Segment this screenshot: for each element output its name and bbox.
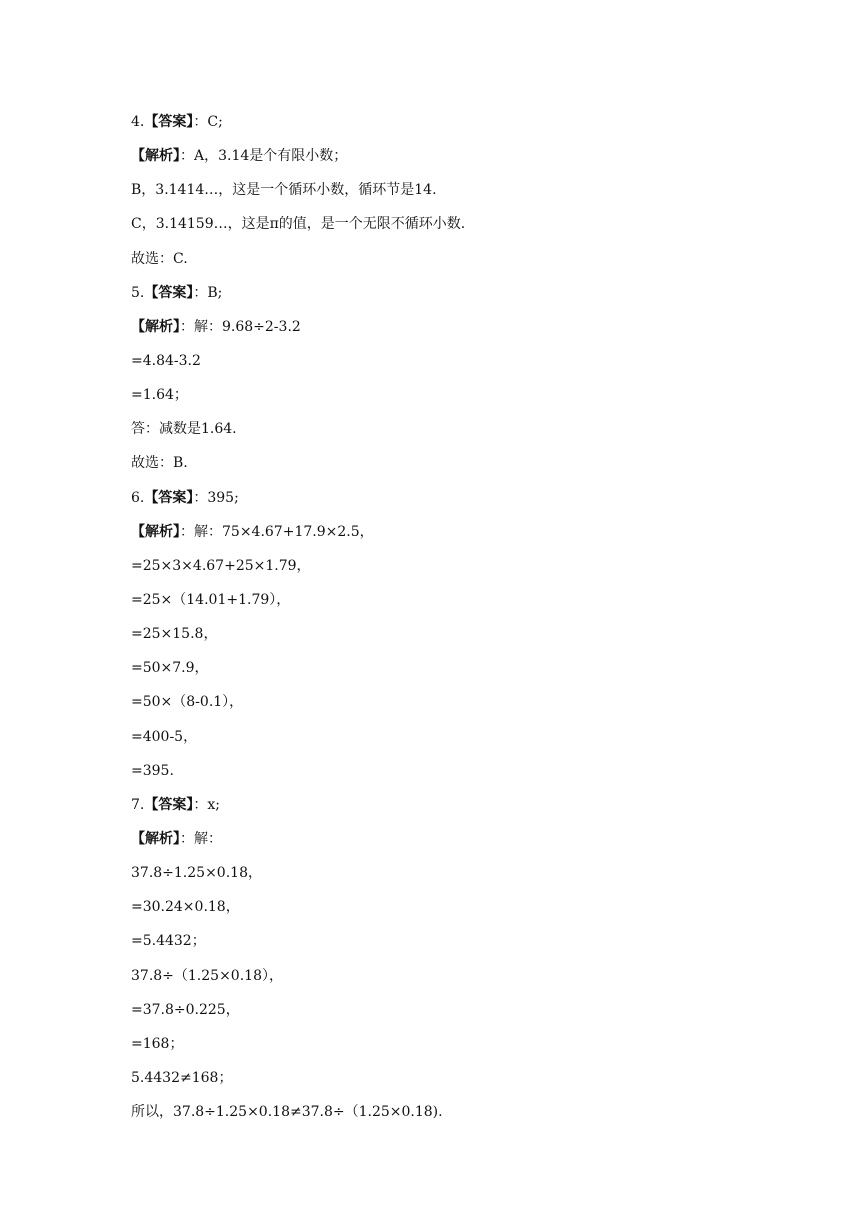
line-text: =25×3×4.67+25×1.79，	[131, 557, 311, 574]
text-line	[131, 588, 771, 622]
text-line	[131, 110, 771, 144]
bold-label: 【答案】	[144, 489, 194, 506]
line-text: ：解：75×4.67+17.9×2.5，	[180, 523, 374, 540]
text-line	[131, 383, 771, 417]
text-line	[131, 315, 771, 349]
line-text: =400-5，	[131, 728, 198, 745]
text-line	[131, 281, 771, 315]
line-text: =25×15.8，	[131, 626, 218, 643]
answer-explanations	[131, 110, 771, 1134]
line-text: =1.64；	[131, 387, 188, 404]
text-line	[131, 417, 771, 451]
text-line	[131, 827, 771, 861]
line-text: ：x;	[193, 796, 220, 813]
text-line	[131, 793, 771, 827]
line-text: =395.	[131, 762, 174, 779]
line-text: ：C;	[193, 114, 223, 130]
line-text: ：395;	[193, 489, 239, 506]
text-line	[131, 690, 771, 724]
line-text: =50×7.9，	[131, 660, 209, 677]
bold-label: 【答案】	[144, 114, 194, 130]
text-line	[131, 451, 771, 485]
line-text: ：解：9.68÷2-3.2	[180, 318, 301, 335]
line-text: 4.	[131, 114, 145, 130]
text-line	[131, 1066, 771, 1100]
text-line	[131, 178, 771, 212]
text-line	[131, 998, 771, 1032]
line-text: 5.	[131, 284, 145, 301]
line-text: 故选：C.	[131, 250, 188, 267]
line-text: ：解：	[180, 830, 222, 847]
text-line	[131, 144, 771, 178]
text-line	[131, 554, 771, 588]
bold-label: 【答案】	[144, 796, 194, 813]
text-line	[131, 247, 771, 281]
bold-label: 【答案】	[144, 284, 194, 301]
line-text: 答：减数是1.64.	[131, 421, 237, 438]
line-text: 7.	[131, 796, 145, 813]
line-text: 37.8÷1.25×0.18，	[131, 865, 262, 882]
line-text: ：A，3.14是个有限小数；	[180, 148, 348, 165]
text-line	[131, 861, 771, 895]
line-text: 5.4432≠168；	[131, 1069, 233, 1086]
text-line	[131, 349, 771, 383]
line-text: 37.8÷（1.25×0.18），	[131, 967, 283, 984]
text-line	[131, 929, 771, 963]
text-line	[131, 486, 771, 520]
line-text: B，3.1414…，这是一个循环小数，循环节是14.	[131, 182, 437, 199]
bold-label: 【解析】	[131, 148, 180, 165]
bold-label: 【解析】	[131, 830, 180, 847]
line-text: =4.84-3.2	[131, 352, 201, 369]
line-text: =25×（14.01+1.79），	[131, 591, 291, 608]
line-text: =37.8÷0.225，	[131, 1001, 240, 1018]
line-text: 6.	[131, 489, 145, 506]
text-line	[131, 212, 771, 246]
line-text: =50×（8-0.1），	[131, 694, 244, 711]
line-text: 故选：B.	[131, 455, 188, 472]
line-text: =5.4432；	[131, 933, 206, 950]
line-text: =30.24×0.18，	[131, 899, 240, 916]
text-line	[131, 520, 771, 554]
text-line	[131, 1032, 771, 1066]
bold-label: 【解析】	[131, 318, 180, 335]
text-line	[131, 964, 771, 998]
text-line	[131, 725, 771, 759]
text-line	[131, 759, 771, 793]
bold-label: 【解析】	[131, 523, 180, 540]
text-line	[131, 1100, 771, 1134]
text-line	[131, 622, 771, 656]
line-text: 所以，37.8÷1.25×0.18≠37.8÷（1.25×0.18).	[131, 1104, 443, 1121]
line-text: =168；	[131, 1035, 184, 1052]
text-line	[131, 656, 771, 690]
line-text: C，3.14159…，这是π的值，是一个无限不循环小数.	[131, 216, 466, 233]
text-line	[131, 895, 771, 929]
line-text: ：B;	[193, 284, 223, 301]
